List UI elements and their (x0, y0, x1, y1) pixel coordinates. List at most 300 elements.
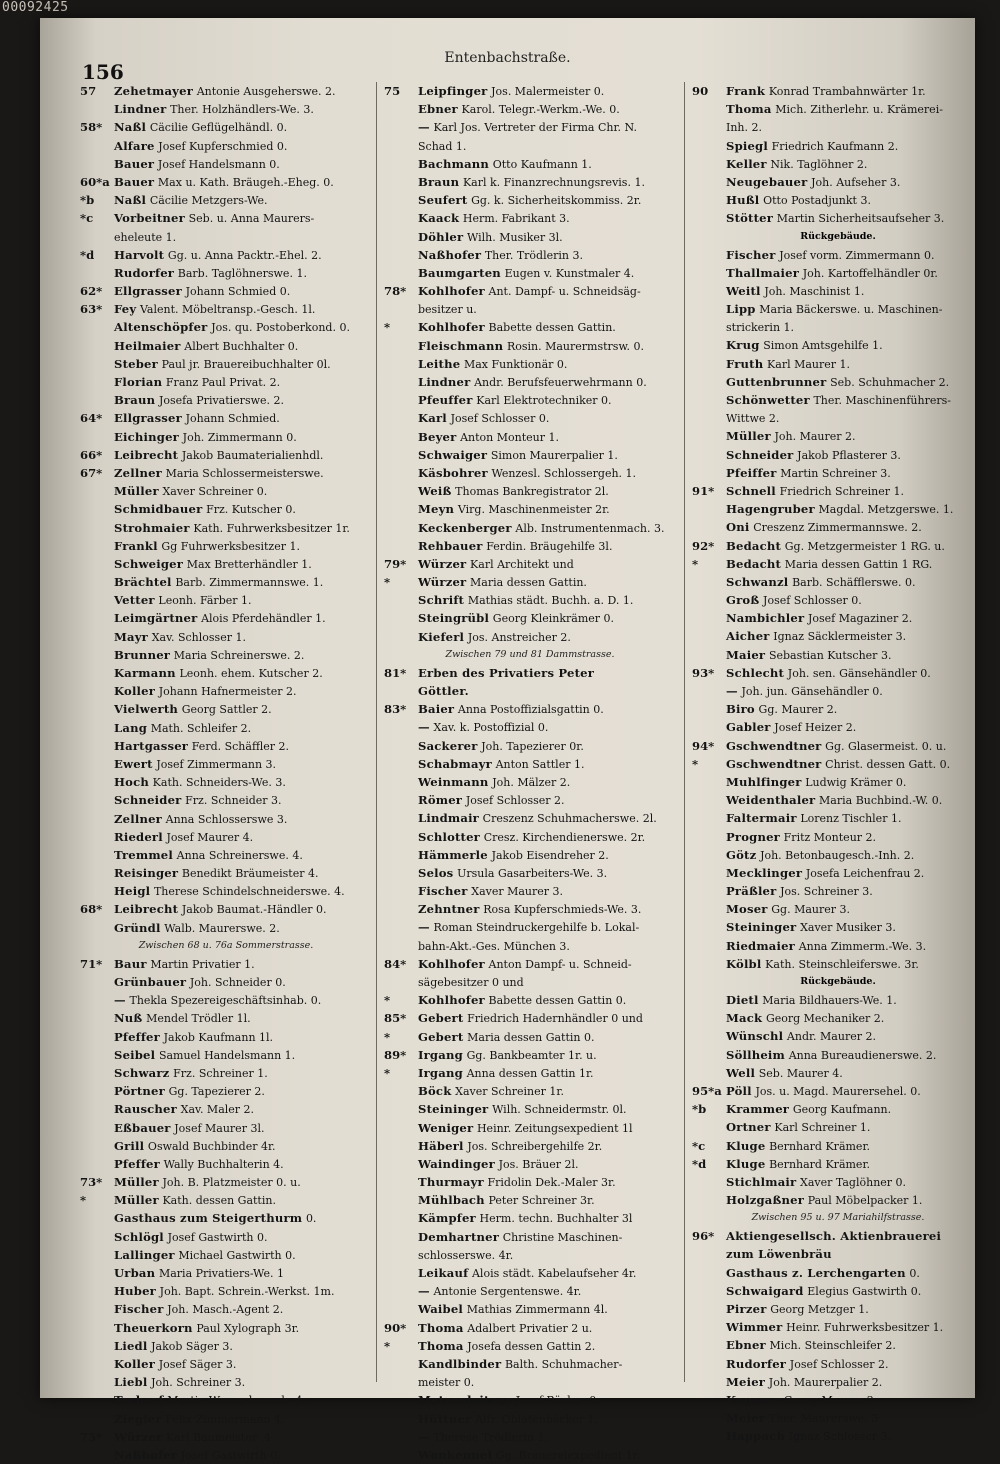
resident-entry (692, 991, 984, 1009)
resident-name: Thoma (418, 1320, 464, 1335)
resident-details: Therese Schindelschneiderswe. 4. (153, 885, 345, 899)
resident-details: Adalbert Privatier 2 u. (467, 1321, 593, 1335)
resident-entry (692, 682, 984, 700)
resident-details: Maria Privatiers-We. 1 (158, 1267, 284, 1280)
resident-details: schlosserswe. 4r. (418, 1248, 514, 1262)
resident-entry (384, 1046, 676, 1064)
resident-name: Schönwetter (726, 393, 810, 407)
resident-details: Josef Handelsmann 0. (157, 157, 280, 171)
resident-details: Joh. Kartoffelhändler 0r. (802, 266, 938, 280)
resident-name: Weniger (418, 1120, 474, 1135)
resident-entry (384, 955, 676, 973)
resident-name: Steingrübl (418, 611, 490, 626)
resident-details: Oswald Buchbinder 4r. (147, 1139, 276, 1153)
resident-name: Ortner (726, 1120, 771, 1135)
resident-entry (692, 1409, 984, 1427)
resident-details: Elegius Gastwirth 0. (807, 1284, 922, 1298)
resident-name: Ziegler (114, 1411, 162, 1426)
resident-entry (80, 573, 372, 591)
resident-name: Spiegl (726, 138, 768, 153)
resident-name: Bachmann (418, 156, 490, 171)
resident-entry (80, 246, 372, 264)
resident-details: Peter Schreiner 3r. (488, 1194, 595, 1208)
resident-entry (692, 391, 984, 409)
resident-details: Karl Jos. Vertreter der Firma Chr. N. (433, 121, 637, 135)
house-number: 90* (384, 1320, 407, 1335)
resident-name: Rudorfer (726, 1356, 787, 1371)
resident-name: Müller (726, 429, 771, 444)
resident-name: Heigl (114, 884, 151, 899)
resident-entry (384, 555, 676, 573)
resident-name: Fleischmann (418, 338, 504, 353)
resident-entry (384, 391, 676, 409)
resident-name: Dietl (726, 993, 759, 1007)
resident-entry (692, 1173, 984, 1191)
resident-details: Maria Schlossermeisterswe. (165, 466, 324, 480)
resident-entry (80, 537, 372, 555)
resident-entry (80, 719, 372, 737)
resident-details: Gg. k. Sicherheitskommiss. 2r. (471, 194, 642, 208)
resident-entry (80, 282, 372, 300)
resident-details: Alb. Instrumentenmach. 3. (515, 521, 665, 535)
resident-name: Huber (114, 1284, 156, 1299)
resident-name: Schlögl (114, 1229, 164, 1244)
resident-name: Kohlhofer (418, 284, 485, 299)
resident-name: Fruth (726, 356, 764, 371)
resident-details: Herm. Fabrikant 3. (462, 212, 570, 226)
resident-entry (80, 1119, 372, 1137)
resident-details: Gg. u. Anna Packtr.-Ehel. 2. (167, 248, 322, 262)
resident-details: Balth. Schuhmacher- (504, 1357, 623, 1371)
resident-entry (80, 791, 372, 809)
resident-name: Göttler. (418, 684, 469, 698)
resident-details: Maria dessen Gattin. (470, 576, 587, 590)
resident-name: Gschwendtner (726, 756, 822, 771)
resident-details: Martin Sicherheitsaufseher 3. (776, 212, 945, 226)
resident-name: Pöll (726, 1083, 752, 1098)
resident-details: Josef Maurer 4. (166, 830, 254, 844)
resident-details: Alois städt. Kabelaufseher 4r. (471, 1267, 637, 1280)
resident-entry (384, 500, 676, 518)
resident-entry (692, 336, 984, 354)
resident-details: Georg Kleinkrämer 0. (492, 612, 615, 626)
resident-details: Kath. Steinschleiferswe. 3r. (765, 957, 919, 971)
resident-details: Otto Kaufmann 1. (492, 157, 592, 171)
resident-details: Gg. Glasermeist. 0. u. (825, 739, 947, 753)
resident-entry (384, 246, 676, 264)
resident-entry (384, 1246, 676, 1264)
resident-details: Georg Maurer 2. (783, 1393, 878, 1407)
resident-entry (384, 1191, 676, 1209)
resident-details: Lorenz Tischler 1. (800, 812, 902, 826)
resident-entry (692, 828, 984, 846)
resident-name: Brächtel (114, 575, 172, 590)
resident-entry (692, 1064, 984, 1082)
resident-entry (384, 191, 676, 209)
resident-details: Josef Heizer 2. (774, 721, 857, 735)
resident-name: Wimmer (726, 1320, 783, 1335)
resident-details: Gg Fuhrwerksbesitzer 1. (161, 539, 300, 553)
resident-name: Leibrecht (114, 447, 179, 462)
directory-column-1 (80, 82, 372, 1464)
resident-details: Xav. k. Postoffizial 0. (433, 721, 549, 735)
resident-entry (692, 773, 984, 791)
resident-details: Anna Schreinerswe. 4. (176, 848, 303, 862)
resident-details: Wilh. Musiker 3l. (467, 230, 563, 244)
resident-entry (692, 627, 984, 645)
resident-name: — (114, 993, 126, 1008)
resident-entry (384, 446, 676, 464)
resident-name: Schlecht (726, 665, 785, 680)
resident-details: Jakob Kaufmann 1l. (163, 1030, 274, 1044)
resident-name: Guttenbrunner (726, 374, 827, 389)
resident-name: Keller (726, 156, 767, 171)
resident-details: Bernhard Krämer. (769, 1139, 870, 1153)
resident-entry (384, 664, 676, 682)
section-subhead: Rückgebäude. (800, 976, 876, 987)
resident-details: Josef Säger 3. (158, 1357, 237, 1371)
resident-entry (384, 1064, 676, 1082)
resident-details: Martin Schreiner 3. (780, 466, 891, 480)
resident-name: Altenschöpfer (114, 320, 208, 335)
resident-name: Zellner (114, 465, 162, 480)
resident-entry (80, 373, 372, 391)
resident-entry (384, 773, 676, 791)
cross-street-note: Zwischen 79 und 81 Dammstrasse. (445, 648, 615, 660)
resident-entry (384, 355, 676, 373)
resident-entry (384, 846, 676, 864)
resident-name: Leibrecht (114, 902, 179, 917)
resident-details: Joh. Maurerpalier 2. (768, 1375, 883, 1389)
resident-name: Frank (726, 84, 766, 98)
resident-entry (692, 846, 984, 864)
resident-name: Seibel (114, 1047, 156, 1062)
resident-name: Pörtner (114, 1084, 165, 1099)
resident-entry (384, 82, 676, 100)
resident-entry (80, 1046, 372, 1064)
resident-name: Liedl (114, 1338, 148, 1353)
resident-entry (384, 373, 676, 391)
house-number: 92* (692, 538, 715, 553)
resident-entry (692, 246, 984, 264)
resident-entry (692, 1155, 984, 1173)
resident-entry (80, 828, 372, 846)
cross-street-note: Zwischen 95 u. 97 Mariahilfstrasse. (751, 1212, 925, 1224)
resident-name: Rauscher (114, 1102, 177, 1117)
resident-details: Herm. techn. Buchhalter 3l (479, 1212, 633, 1226)
resident-name: Beyer (418, 429, 457, 444)
resident-name: Krug (726, 338, 760, 353)
resident-entry (80, 1300, 372, 1318)
resident-details: Jakob Baumat.-Händler 0. (181, 903, 327, 917)
resident-entry (384, 228, 676, 246)
resident-entry (384, 628, 676, 646)
resident-entry (692, 446, 984, 464)
scan-id: 00092425 (2, 0, 69, 15)
resident-details: Ignaz Schlosser 3. (788, 1430, 892, 1444)
resident-details: Josef Maurer 3l. (174, 1121, 265, 1135)
resident-entry (384, 973, 676, 991)
resident-details: Samuel Handelsmann 1. (158, 1048, 296, 1062)
resident-details: besitzer u. (418, 303, 477, 317)
resident-entry (384, 1391, 676, 1409)
resident-entry (80, 409, 372, 427)
resident-details: Eugen v. Kunstmaler 4. (504, 266, 635, 280)
resident-name: Well (726, 1065, 756, 1080)
resident-details: Friedrich Schreiner 1. (779, 484, 904, 498)
resident-name: Pfeiffer (726, 465, 777, 480)
resident-name: Riederl (114, 829, 163, 844)
resident-name: Kieferl (418, 629, 465, 644)
resident-entry (80, 1137, 372, 1155)
resident-details: Jos. Schreibergehilfe 2r. (467, 1139, 603, 1153)
house-number: * (80, 1193, 87, 1208)
resident-details: Valent. Möbeltransp.-Gesch. 1l. (140, 303, 316, 317)
resident-details: Cresz. Kirchendienerswe. 2r. (483, 830, 646, 844)
resident-details: Frz. Schreiner 1. (173, 1066, 268, 1080)
house-number: 73* (80, 1175, 103, 1190)
resident-details: Jos. Anstreicher 2. (467, 630, 571, 644)
resident-details: Heinr. Fuhrwerksbesitzer 1. (786, 1321, 944, 1335)
resident-name: Käsbohrer (418, 465, 488, 480)
resident-name: Maier (726, 647, 766, 662)
street-title: Entenbachstraße. (444, 50, 571, 66)
resident-details: Anton Dampf- u. Schneid- (488, 957, 632, 971)
resident-name: Muhlfinger (726, 774, 802, 789)
resident-name: Kohlhofer (418, 993, 485, 1008)
house-number: * (384, 1338, 391, 1353)
resident-details: eheleute 1. (114, 230, 177, 244)
resident-name: Fey (114, 302, 137, 317)
resident-details: Josef Schlosser 0. (763, 594, 862, 608)
resident-details: Anna Bureaudienerswe. 2. (788, 1048, 937, 1062)
resident-name: Böck (418, 1084, 452, 1099)
resident-entry (692, 1137, 984, 1155)
resident-details: Josef vorm. Zimmermann 0. (779, 248, 935, 262)
house-number: * (692, 556, 699, 571)
resident-details: Joh. Schneider 0. (189, 976, 286, 989)
resident-name: Vorbeitner (114, 211, 185, 226)
resident-details: Paul Möbelpacker 1. (807, 1194, 923, 1208)
resident-entry (692, 664, 984, 682)
resident-name: Naßl (114, 120, 147, 135)
house-number: *c (80, 211, 94, 226)
resident-name: Tscharf (114, 1393, 164, 1408)
resident-entry (692, 1082, 984, 1100)
resident-entry (384, 428, 676, 446)
resident-entry (384, 173, 676, 191)
resident-name: Nambichler (726, 611, 805, 626)
resident-details: Math. Schleifer 2. (150, 721, 252, 735)
resident-name: Karl (418, 411, 447, 426)
resident-entry (384, 828, 676, 846)
resident-details: Konrad Trambahnwärter 1r. (768, 85, 926, 98)
resident-entry (384, 537, 676, 555)
resident-name: Rehbauer (418, 538, 483, 553)
resident-entry (692, 718, 984, 736)
resident-entry (384, 209, 676, 227)
resident-entry (692, 282, 984, 300)
resident-details: strickerin 1. (726, 321, 795, 335)
resident-name: Weiß (418, 484, 452, 499)
resident-details: Creszenz Zimmermannswe. 2. (753, 521, 922, 535)
resident-name: Florian (114, 375, 163, 389)
resident-entry (692, 955, 984, 973)
house-number: 94* (692, 738, 715, 753)
resident-entry (692, 118, 984, 136)
resident-details: meister 0. (418, 1376, 475, 1390)
resident-name: Selos (418, 865, 454, 880)
resident-details: Jos. Schreiner 3. (780, 885, 873, 899)
resident-name: Nuß (114, 1011, 143, 1026)
resident-details: Andr. Berufsfeuerwehrmann 0. (474, 376, 647, 389)
resident-name: Bauer (114, 174, 155, 189)
directory-column-3 (692, 82, 984, 1446)
house-number: * (384, 320, 391, 335)
resident-name: Mack (726, 1011, 763, 1026)
resident-entry (692, 1009, 984, 1027)
resident-name: Römer (418, 793, 463, 808)
resident-name: Zehntner (418, 902, 480, 917)
resident-details: Franz Paul Privat. 2. (165, 376, 281, 389)
resident-entry (384, 682, 676, 700)
house-number: *d (80, 247, 95, 262)
resident-entry (384, 1355, 676, 1373)
resident-entry (384, 1155, 676, 1173)
resident-details: Joh. Zimmermann 0. (182, 430, 297, 444)
resident-name: Schrift (418, 593, 465, 608)
resident-entry (692, 937, 984, 955)
resident-entry (692, 809, 984, 827)
resident-entry (80, 82, 372, 100)
resident-details: Joh. Aufseher 3. (811, 175, 901, 189)
resident-details: Anton Monteur 1. (460, 430, 559, 444)
house-number: 95*a (692, 1083, 722, 1098)
resident-name: Brunner (114, 647, 171, 662)
resident-entry (80, 810, 372, 828)
resident-entry (384, 464, 676, 482)
resident-entry (80, 1246, 372, 1264)
resident-details: Georg Sattler 2. (181, 703, 272, 717)
resident-name: Zellner (114, 811, 162, 826)
resident-name: Vielwerth (114, 702, 179, 717)
resident-details: Gg. Bankbeamter 1r. u. (466, 1048, 597, 1062)
resident-details: Gg. Maurer 2. (758, 703, 838, 717)
resident-name: — (418, 720, 430, 735)
resident-entry (692, 1245, 984, 1263)
resident-details: Karl Maurer 1. (767, 357, 851, 371)
resident-details: Christ. dessen Gatt. 0. (825, 757, 951, 771)
resident-entry (384, 1119, 676, 1137)
resident-entry (692, 1391, 984, 1409)
resident-entry (692, 155, 984, 173)
resident-entry (80, 337, 372, 355)
resident-entry (692, 918, 984, 936)
resident-entry (80, 155, 372, 173)
house-number: 78* (384, 284, 407, 299)
resident-details: Karl Elektrotechniker 0. (476, 394, 612, 408)
resident-details: Xaver Schreiner 0. (162, 485, 268, 499)
resident-details: Leonh. ehem. Kutscher 2. (179, 667, 323, 680)
resident-entry (80, 428, 372, 446)
resident-details: Wally Buchhalterin 4. (163, 1157, 284, 1171)
resident-name: Weinmann (418, 774, 489, 789)
resident-details: Jos. qu. Postoberkond. 0. (211, 321, 350, 335)
resident-name: Neugebauer (726, 174, 808, 189)
resident-name: Reisinger (114, 866, 179, 881)
resident-details: Mendel Trödler 1l. (146, 1012, 251, 1026)
resident-entry (384, 718, 676, 736)
column-divider (376, 82, 377, 1382)
resident-entry (692, 1318, 984, 1336)
resident-name: Kagerer (726, 1392, 781, 1407)
resident-name: Kluge (726, 1138, 766, 1153)
resident-name: Baier (418, 702, 455, 717)
resident-entry (692, 173, 984, 191)
resident-details: Friedrich Kaufmann 2. (771, 139, 899, 153)
resident-name: — (418, 1429, 430, 1444)
resident-details: Friedrich Hadernhändler 0 und (467, 1012, 643, 1026)
resident-name: Döhler (418, 229, 464, 244)
resident-entry (80, 773, 372, 791)
resident-details: Josef Gastwirth 0. (167, 1230, 268, 1244)
resident-entry (80, 609, 372, 627)
resident-entry (80, 682, 372, 700)
resident-details: Anna Schlosserswe 3. (165, 812, 288, 826)
resident-name: Aktiengesellsch. Aktienbrauerei (726, 1229, 942, 1244)
resident-name: Wünschl (726, 1029, 784, 1044)
resident-name: Präßler (726, 884, 777, 899)
resident-details: Fritz Monteur 2. (783, 830, 877, 844)
resident-details: Frz. Schneider 3. (185, 794, 282, 808)
resident-details: Gg. Brauereiexpedient 1r. (495, 1448, 641, 1462)
resident-details: Alfr. Oblatenbäcker 1. (475, 1412, 599, 1426)
resident-name: Steininger (726, 920, 797, 935)
resident-name: Schwanzl (726, 574, 789, 589)
resident-entry (692, 300, 984, 318)
resident-details: Josef Bäcker 0. (515, 1394, 600, 1408)
resident-details: Mich. Steinschleifer 2. (769, 1339, 896, 1353)
resident-name: Theuerkorn (114, 1320, 193, 1335)
resident-entry (80, 318, 372, 336)
resident-entry (384, 900, 676, 918)
resident-name: Lindner (114, 102, 167, 117)
resident-name: Leipfinger (418, 84, 488, 98)
resident-entry (384, 1009, 676, 1027)
house-number: 75 (384, 84, 401, 98)
resident-details: Josef Zimmermann 3. (156, 757, 277, 771)
resident-name: Hußl (726, 193, 760, 208)
resident-entry (80, 1446, 372, 1464)
resident-name: Mecklinger (726, 865, 803, 880)
resident-details: Xaver Musiker 3. (800, 921, 896, 935)
resident-entry (384, 300, 676, 318)
resident-entry (80, 555, 372, 573)
resident-details: Max Funktionär 0. (463, 357, 568, 371)
resident-details: Kath. dessen Gattin. (162, 1194, 276, 1208)
resident-entry (80, 919, 372, 937)
resident-name: zum Löwenbräu (726, 1247, 832, 1262)
resident-details: Josef Magaziner 2. (807, 612, 913, 626)
resident-name: Wonkennel (418, 1447, 493, 1462)
resident-name: Lang (114, 720, 147, 735)
resident-entry (692, 264, 984, 282)
resident-entry (384, 1337, 676, 1355)
resident-details: Bernhard Krämer. (769, 1157, 870, 1171)
resident-details: Karl k. Finanzrechnungsrevis. 1. (462, 175, 645, 189)
resident-entry (80, 882, 372, 900)
resident-entry (80, 1319, 372, 1337)
